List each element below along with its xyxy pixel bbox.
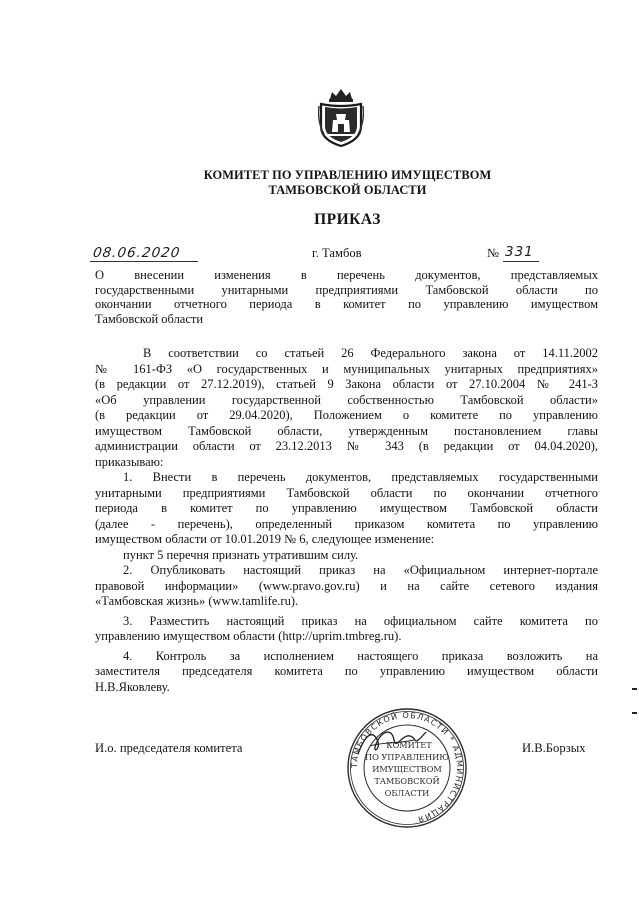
preamble-line: имуществом Тамбовской области, утвержденным постановлением главы (95, 423, 598, 438)
preamble-line: (в редакции от 29.04.2020), Положением о комитете по управлению (95, 408, 598, 422)
number-sign: № (487, 246, 500, 260)
item3-line: 3. Разместить настоящий приказ на официальном сайте комитета по (123, 613, 598, 628)
item4-line: Н.В.Яковлеву. (95, 679, 170, 694)
subject-line: государственными унитарными предприятиями Тамбовской области по (95, 282, 598, 297)
item1-sub-line: пункт 5 перечня признать утратившим силу. (123, 547, 359, 562)
order-body (95, 346, 598, 695)
preamble-line: приказываю: (95, 454, 164, 469)
item2-line: «Тамбовская жизнь» (www.tamlife.ru). (95, 594, 299, 608)
item1-line: имуществом области от 10.01.2019 № 6, следующее изменение: (95, 532, 435, 546)
org-name-line2: ТАМБОВСКОЙ ОБЛАСТИ (268, 183, 427, 197)
stamp-inner-line: ОБЛАСТИ (384, 788, 430, 798)
preamble-line: «Об управлении государственной собственностью Тамбовской области» (95, 392, 598, 407)
stamp-ring-text: ТАМБОВСКОЙ ОБЛАСТИ * АДМИНИСТРАЦИЯ (349, 710, 465, 824)
item3-line: управлению имуществом области (http://uprim.tmbreg.ru). (95, 629, 402, 643)
item2-line: правовой информации» (www.pravo.gov.ru) и на сайте сетевого издания (95, 578, 598, 593)
item1-line: 1. Внести в перечень документов, представляемых государственными (123, 470, 598, 484)
subject-line: О внесении изменения в перечень документов, представляемых (95, 268, 598, 282)
preamble-line: № 161-ФЗ «О государственных и муниципальных унитарных предприятиях» (95, 361, 598, 376)
subject-line: Тамбовской области (95, 312, 204, 327)
preamble-line: (в редакции от 27.12.2019), статьей 9 Закона области от 27.10.2004 № 241-З (95, 377, 598, 391)
subject-line: окончании отчетного периода в комитет по управлению имуществом (95, 297, 598, 312)
item1-line: унитарными предприятиями Тамбовской области по окончании отчетного (95, 485, 598, 500)
item4-line: 4. Контроль за исполнением настоящего приказа возложить на (123, 648, 598, 663)
preamble-line: администрации области от 23.12.2013 № 343 (в редакции от 04.04.2020), (95, 439, 598, 453)
order-date: 08.06.2020 (91, 245, 182, 261)
document-type: ПРИКАЗ (314, 211, 381, 228)
tambov-coat-of-arms-icon (318, 86, 364, 148)
handwritten-signature (352, 724, 432, 764)
date-underline (90, 261, 198, 262)
stamp-inner-line: КОМИТЕТ (386, 740, 432, 750)
item1-line: (далее - перечень), определенный приказом комитета по управлению (95, 516, 598, 531)
order-city: г. Тамбов (312, 246, 362, 260)
stamp-inner-line: ИМУЩЕСТВОМ (372, 764, 442, 774)
stamp-inner-line: ТАМБОВСКОЙ (374, 776, 440, 786)
signatory-role: И.о. председателя комитета (95, 741, 243, 755)
org-name-line1: КОМИТЕТ ПО УПРАВЛЕНИЮ ИМУЩЕСТВОМ (203, 168, 492, 182)
order-number: 331 (505, 244, 534, 260)
margin-mark (632, 688, 637, 690)
item4-line: заместителя председателя комитета по управлению имуществом области (95, 664, 598, 678)
order-subject (95, 268, 598, 327)
signatory-name: И.В.Борзых (522, 741, 586, 755)
preamble-line: В соответствии со статьей 26 Федерального закона от 14.11.2002 (143, 346, 598, 360)
item1-line: периода в комитет по управлению имуществом Тамбовской области (95, 501, 598, 515)
margin-mark (632, 712, 637, 714)
item2-line: 2. Опубликовать настоящий приказ на «Официальном интернет-портале (123, 563, 598, 577)
stamp-inner-line: ПО УПРАВЛЕНИЮ (364, 752, 450, 762)
number-underline (503, 261, 539, 262)
